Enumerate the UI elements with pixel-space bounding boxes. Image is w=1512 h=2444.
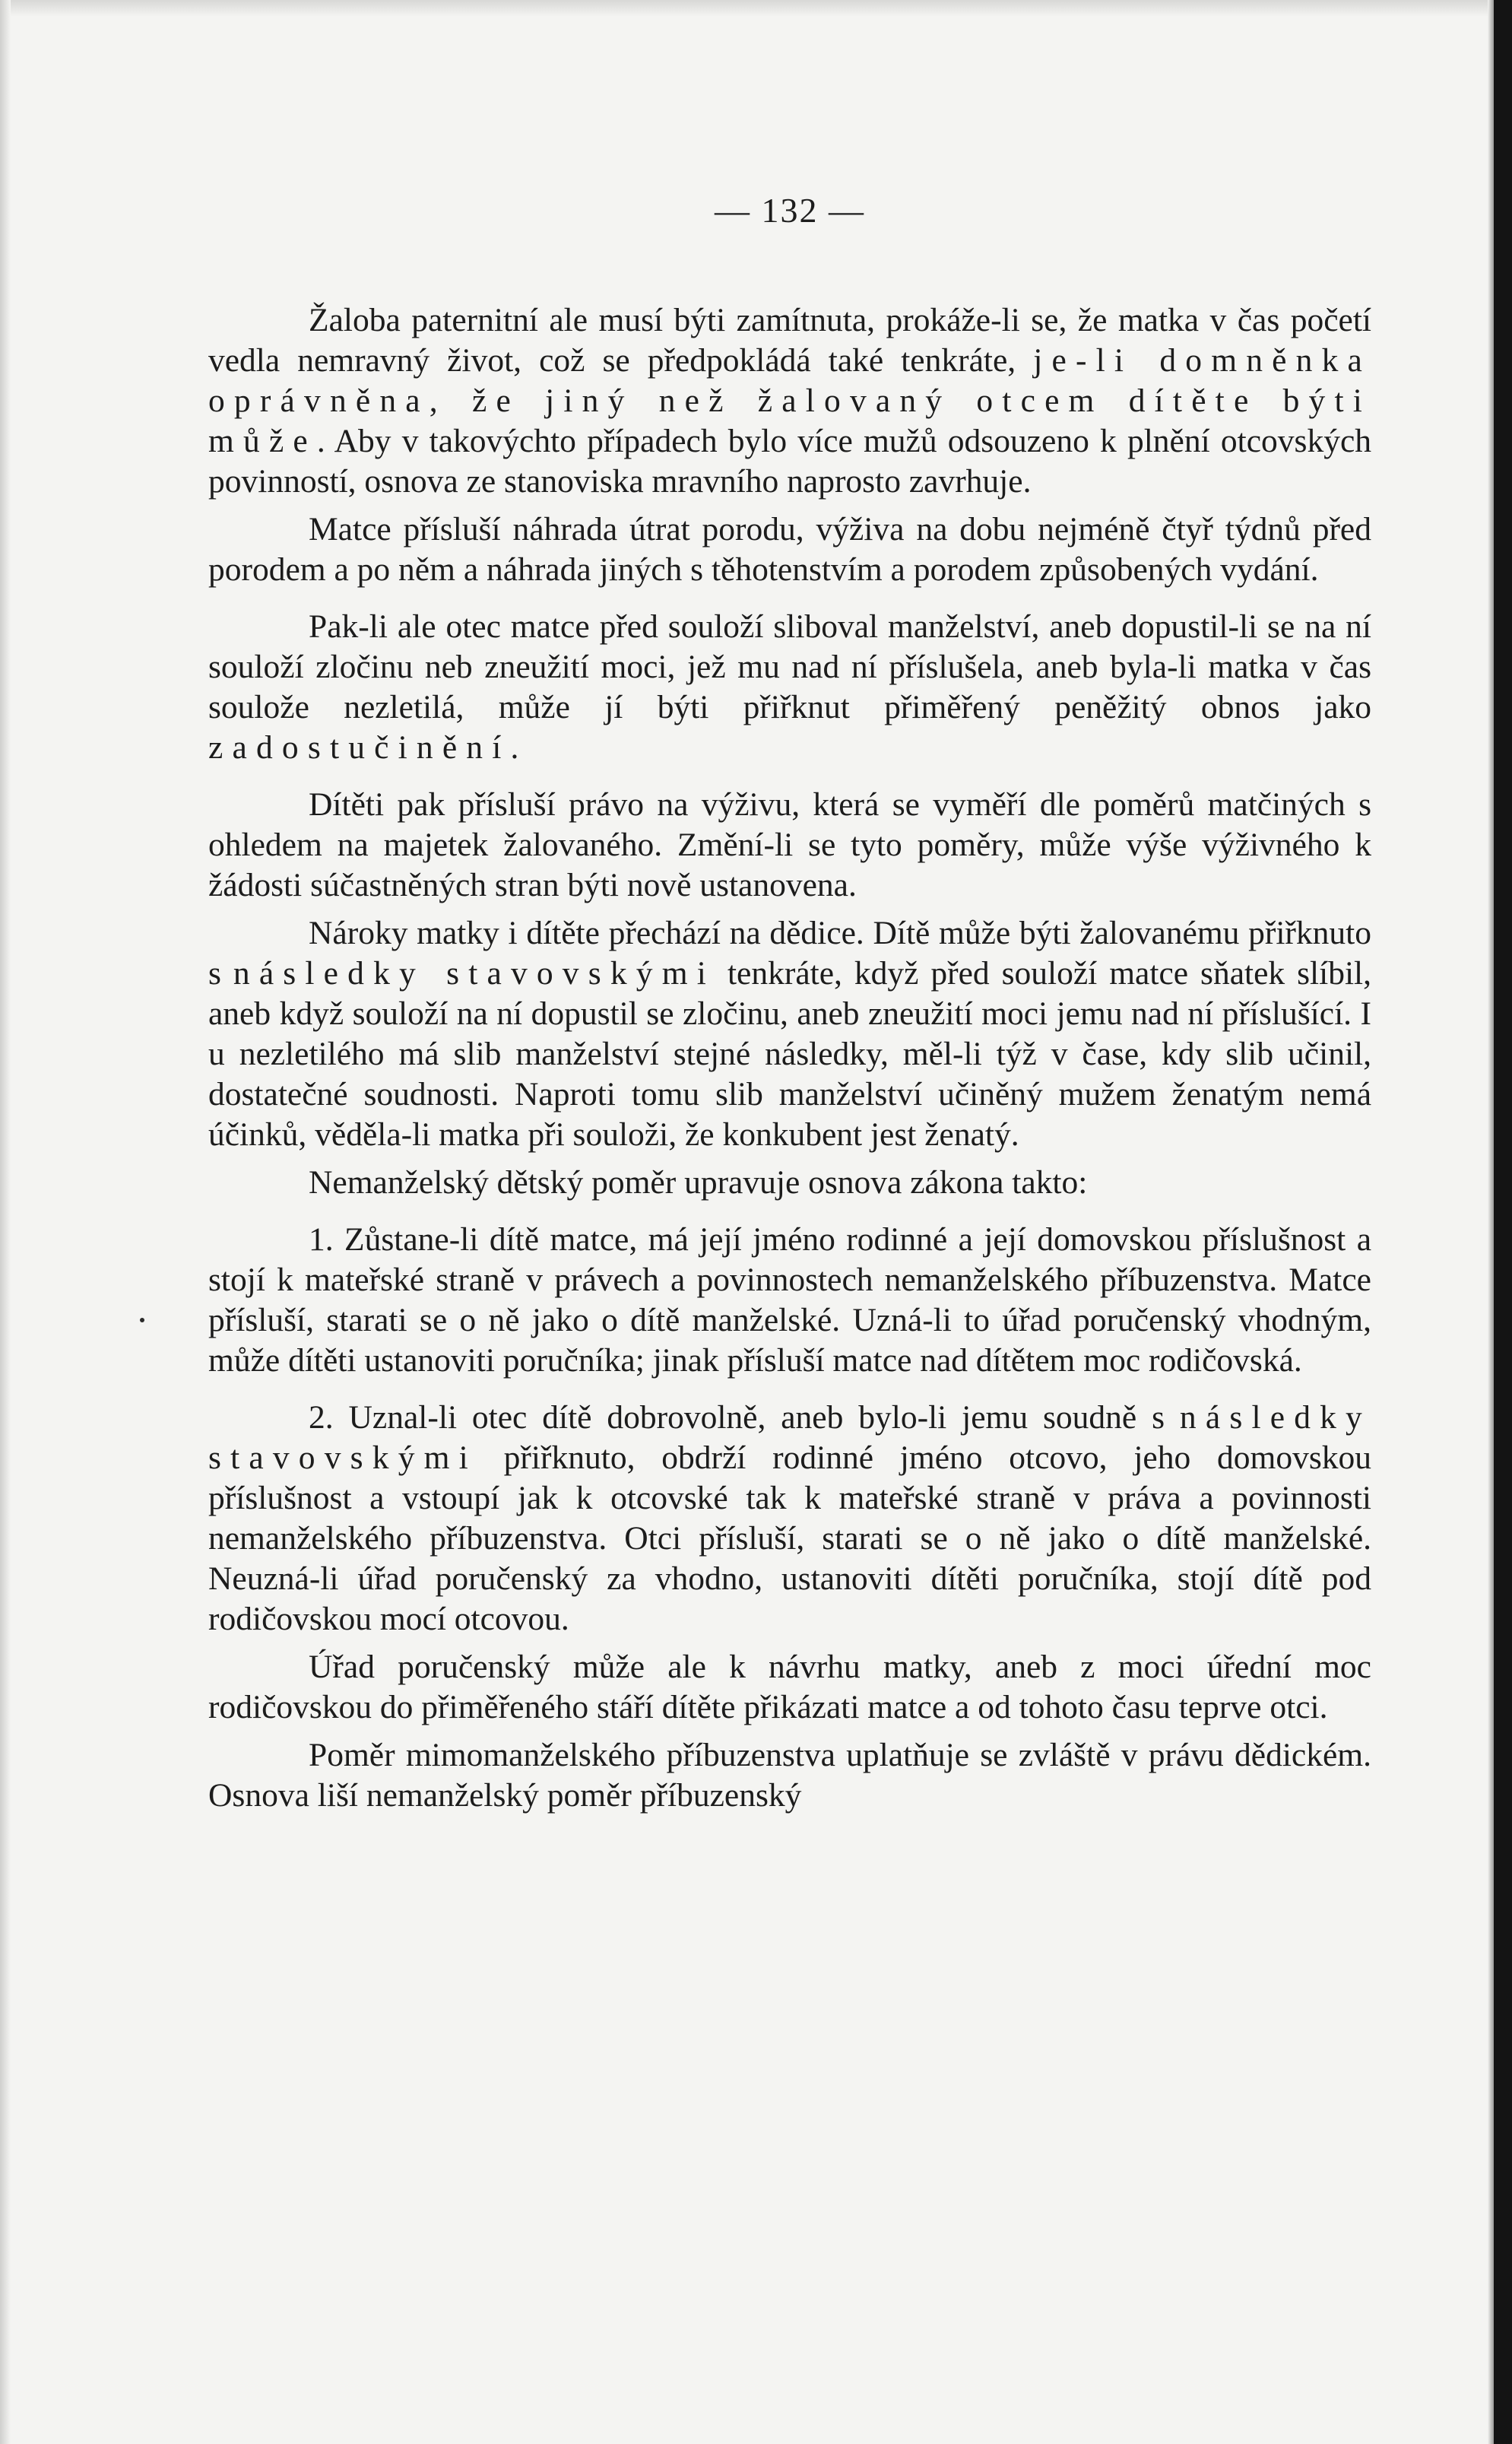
paragraph-text: Nemanželský dětský poměr upravuje osnova zákona takto: [309,1164,1088,1201]
spaced-emphasis-text: je-li domněnka oprávněna, že jiný než žalovaný otcem dítěte býti může [208,342,1371,459]
paragraph-text: . Aby v takovýchto případech bylo více mužů odsouzeno k plnění otcovských povinností, osnova ze stanoviska mravního naprosto zavrhuje. [208,423,1371,500]
paragraph-text: Úřad poručenský může ale k návrhu matky, aneb z moci úřední moc rodičovskou do přiměřeného stáří dítěte přikázati matce a od tohoto času teprve otci. [208,1649,1371,1725]
scan-edge-left [0,0,11,2444]
paragraph [208,1735,1371,1816]
paragraph [208,1220,1371,1381]
paragraph-text: . [510,729,519,766]
spaced-emphasis-text: následky stavovskými [208,1399,1371,1476]
paragraph-text: Poměr mimomanželského příbuzenstva uplatňuje se zvláště v právu dědickém. Osnova liší nemanželský poměr příbuzenský [208,1737,1371,1814]
paragraph [208,509,1371,590]
paragraph-text: 2. Uznal-li otec dítě dobrovolně, aneb bylo-li jemu soudně s [309,1399,1180,1436]
page-body [208,190,1371,1823]
paragraph-text: Nároky matky i dítěte přechází na dědice. Dítě může býti žalovanému přiřknuto s [208,915,1371,992]
paragraph [208,913,1371,1155]
text-body [208,300,1371,1816]
paragraph [208,1647,1371,1728]
paragraph [208,785,1371,906]
paragraph-text: Pak-li ale otec matce před souloží sliboval manželství, aneb dopustil-li se na ní souloží zločinu neb zneužití moci, jež mu nad ní příslušela, aneb byla-li matka v čas soulože nezletilá, může jí býti přiřknut přiměřený peněžitý obnos jako [208,608,1371,725]
paragraph-text: 1. Zůstane-li dítě matce, má její jméno rodinné a její domovskou příslušnost a stojí k mateřské straně v právech a povinnostech nemanželského příbuzenstva. Matce přísluší, starati se o ně jako o dítě manželské. Uzná-li to úřad poručenský vhodným, může dítěti ustanoviti poručníka; jinak přísluší matce nad dítětem moc rodičovská. [208,1221,1371,1379]
paragraph-text: Matce přísluší náhrada útrat porodu, výživa na dobu nejméně čtyř týdnů před porodem a po něm a náhrada jiných s těhotenstvím a porodem způsobených vydání. [208,511,1371,588]
paragraph-text: tenkráte, když před souloží matce sňatek slíbil, aneb když souloží na ní dopustil se zločinu, aneb zneužití moci jemu nad ní příslušící. I u nezletilého má slib manželství stejné následky, měl-li týž v čase, kdy slib učinil, dostatečné soudnosti. Naproti tomu slib manželství učiněný mužem ženatým nemá účinků, věděla-li matka při souloži, že konkubent jest ženatý. [208,955,1371,1153]
paragraph-text: Žaloba paternitní ale musí býti zamítnuta, prokáže-li se, že matka v čas početí vedla nemravný život, což se předpokládá také tenkráte, [208,302,1371,379]
scan-edge-right [1494,0,1512,2444]
stray-ink-dot [140,1318,144,1322]
paragraph-text: Dítěti pak přísluší právo na výživu, která se vyměří dle poměrů matčiných s ohledem na majetek žalovaného. Změní-li se tyto poměry, může výše výživného k žádosti súčastněných stran býti nově ustanovena. [208,786,1371,903]
paragraph-text: přiřknuto, obdrží rodinné jméno otcovo, jeho domovskou příslušnost a vstoupí jak k otcovské tak k mateřské straně v práva a povinnosti nemanželského příbuzenstva. Otci přísluší, starati se o ně jako o dítě manželské. Neuzná-li úřad poručenský za vhodno, ustanoviti dítěti poručníka, stojí dítě pod rodičovskou mocí otcovou. [208,1439,1371,1637]
paragraph [208,1163,1371,1203]
scan-edge-right-shadow [1488,0,1494,2444]
paragraph [208,607,1371,768]
spaced-emphasis-text: zadostučinění [208,729,511,766]
paragraph [208,300,1371,502]
scan-edge-top [0,0,1512,17]
spaced-emphasis-text: následky stavovskými [233,955,715,992]
page-number: — 132 — [715,191,865,230]
paragraph [208,1398,1371,1639]
